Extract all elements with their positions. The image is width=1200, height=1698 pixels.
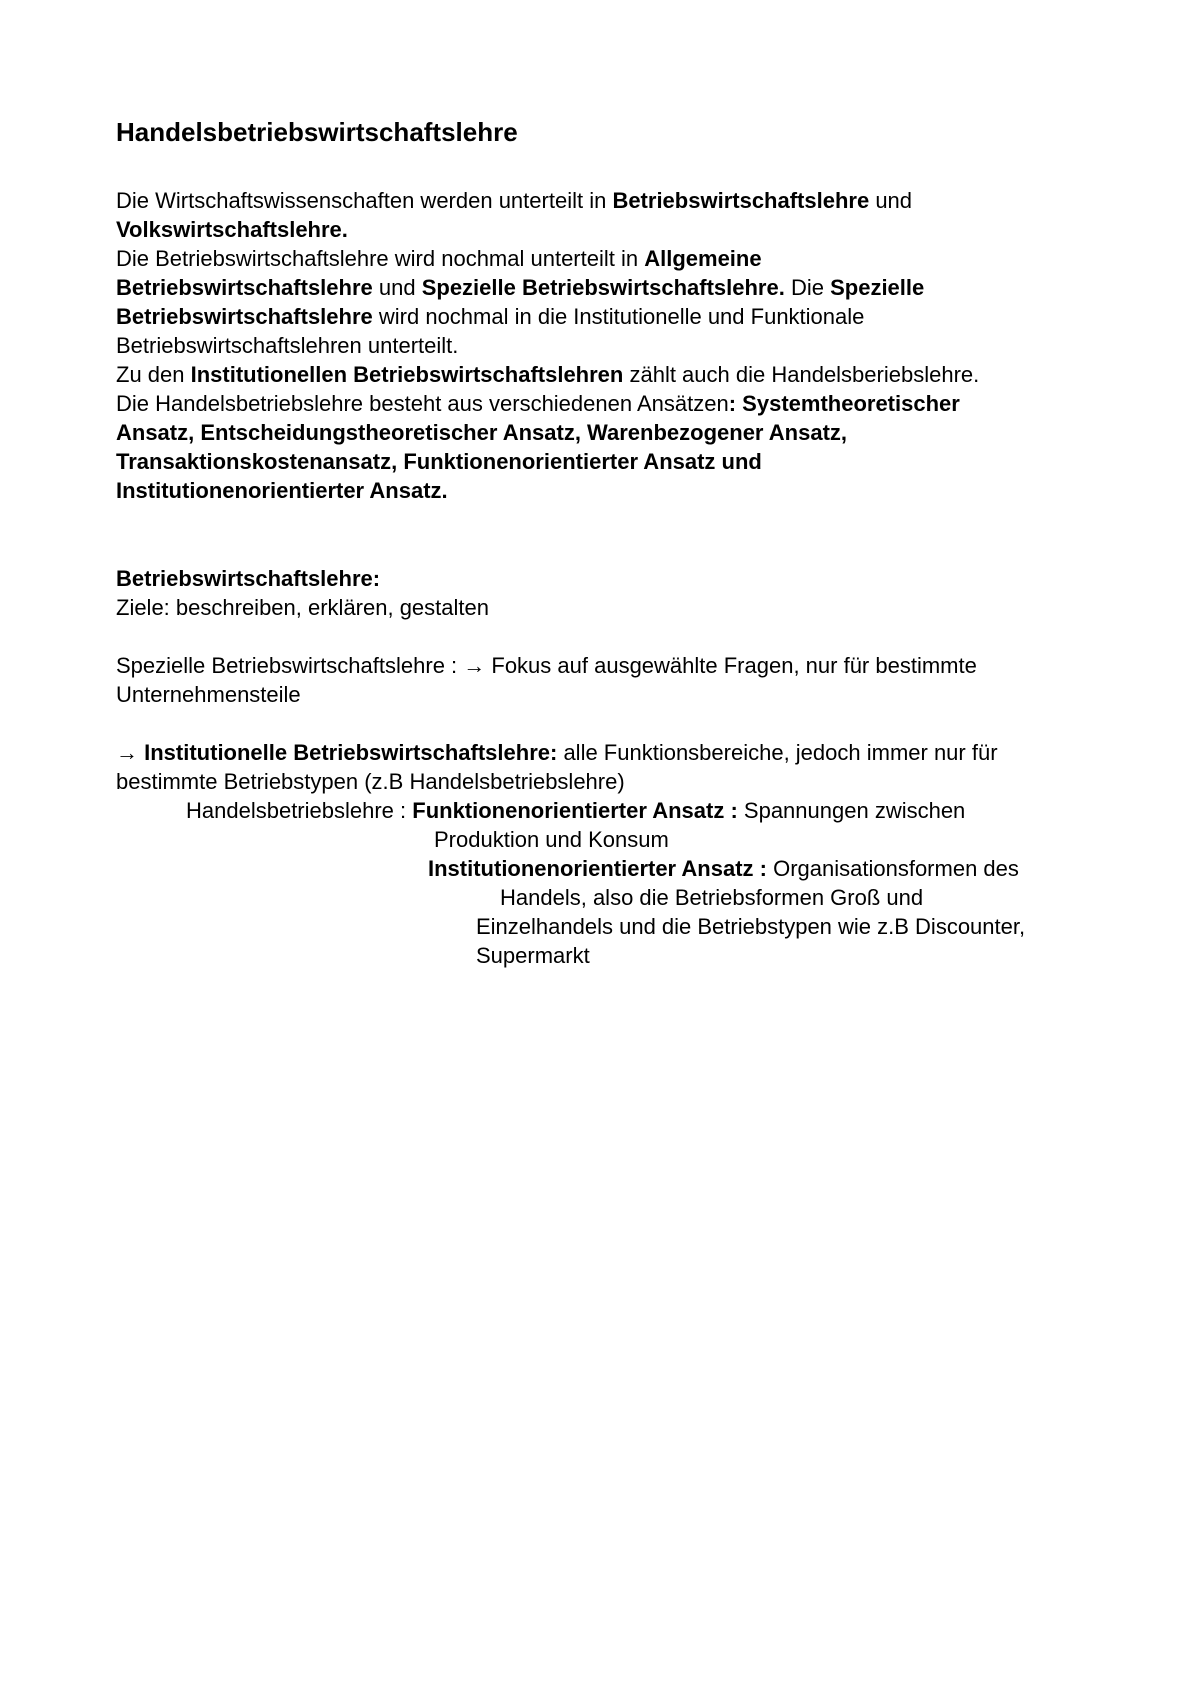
bold-text: Spezielle Betriebswirtschaftslehre.	[421, 275, 785, 300]
spezielle-line-1: Spezielle Betriebswirtschaftslehre : → Fokus auf ausgewählte Fragen, nur für bestimmte	[116, 653, 977, 678]
text: Organisationsformen des	[766, 856, 1019, 881]
bwl-heading	[116, 564, 380, 593]
institutionelle-line-8: Supermarkt	[476, 943, 590, 968]
text: wird nochmal in die Institutionelle und Funktionale	[372, 304, 865, 329]
institutionelle-line-2: bestimmte Betriebstypen (z.B Handelsbetriebslehre)	[116, 769, 625, 794]
bold-text: Volkswirtschaftslehre.	[116, 217, 348, 242]
intro-line-8	[116, 389, 960, 418]
institutionelle-line-3	[186, 796, 965, 825]
bold-text: Institutionenorientierter Ansatz :	[428, 856, 767, 881]
text: Die Handelsbetriebslehre besteht aus verschiedenen Ansätzen	[116, 391, 729, 416]
text: Spannungen zwischen	[737, 798, 966, 823]
intro-line-3	[116, 244, 762, 273]
bold-text: Funktionenorientierter Ansatz :	[412, 798, 738, 823]
text: Die	[784, 275, 831, 300]
institutionelle-line-5	[428, 854, 1019, 883]
bold-text: Spezielle	[830, 275, 925, 300]
bold-text: Institutionellen Betriebswirtschaftslehren	[190, 362, 624, 387]
page-title: Handelsbetriebswirtschaftslehre	[116, 117, 518, 147]
intro-line-4	[116, 273, 924, 302]
institutionelle-line-1	[116, 738, 998, 767]
bold-text: Betriebswirtschaftslehre:	[116, 566, 381, 591]
bold-text: Betriebswirtschaftslehre	[116, 275, 373, 300]
intro-line-6	[116, 331, 458, 360]
text: Zu den	[116, 362, 191, 387]
intro-line-11	[116, 476, 448, 505]
bold-text: Betriebswirtschaftslehre	[612, 188, 870, 213]
bold-text: Ansatz, Entscheidungstheoretischer Ansatz, Warenbezogener Ansatz,	[116, 420, 848, 445]
institutionelle-line-4: Produktion und Konsum	[434, 827, 669, 852]
text: Die Betriebswirtschaftslehre wird nochmal unterteilt in	[116, 246, 645, 271]
institutionelle-line-7: Einzelhandels und die Betriebstypen wie z.B Discounter,	[476, 914, 1026, 939]
text: und	[869, 188, 913, 213]
intro-line-9	[116, 418, 847, 447]
text: Die Wirtschaftswissenschaften werden unterteilt in	[116, 188, 613, 213]
text: Betriebswirtschaftslehren unterteilt.	[116, 333, 459, 358]
bold-text: Transaktionskostenansatz, Funktionenorientierter Ansatz und	[116, 449, 762, 474]
intro-line-10	[116, 447, 762, 476]
institutionelle-line-6: Handels, also die Betriebsformen Groß und	[500, 885, 924, 910]
bold-text: Allgemeine	[644, 246, 762, 271]
text: zählt auch die Handelsberiebslehre.	[623, 362, 980, 387]
arrow-icon: →	[116, 740, 145, 765]
bold-text: Institutionenorientierter Ansatz.	[116, 478, 448, 503]
intro-line-5	[116, 302, 864, 331]
intro-line-7	[116, 360, 979, 389]
bold-text: : Systemtheoretischer	[728, 391, 960, 416]
bold-text: Betriebswirtschaftslehre	[116, 304, 373, 329]
spezielle-line-2: Unternehmensteile	[116, 682, 301, 707]
intro-line-1	[116, 186, 912, 215]
bold-text: Institutionelle Betriebswirtschaftslehre:	[144, 740, 558, 765]
text: Handelsbetriebslehre :	[186, 798, 413, 823]
intro-line-2	[116, 215, 348, 244]
text: alle Funktionsbereiche, jedoch immer nur für	[557, 740, 998, 765]
text: und	[372, 275, 422, 300]
bwl-ziele: Ziele: beschreiben, erklären, gestalten	[116, 595, 489, 620]
